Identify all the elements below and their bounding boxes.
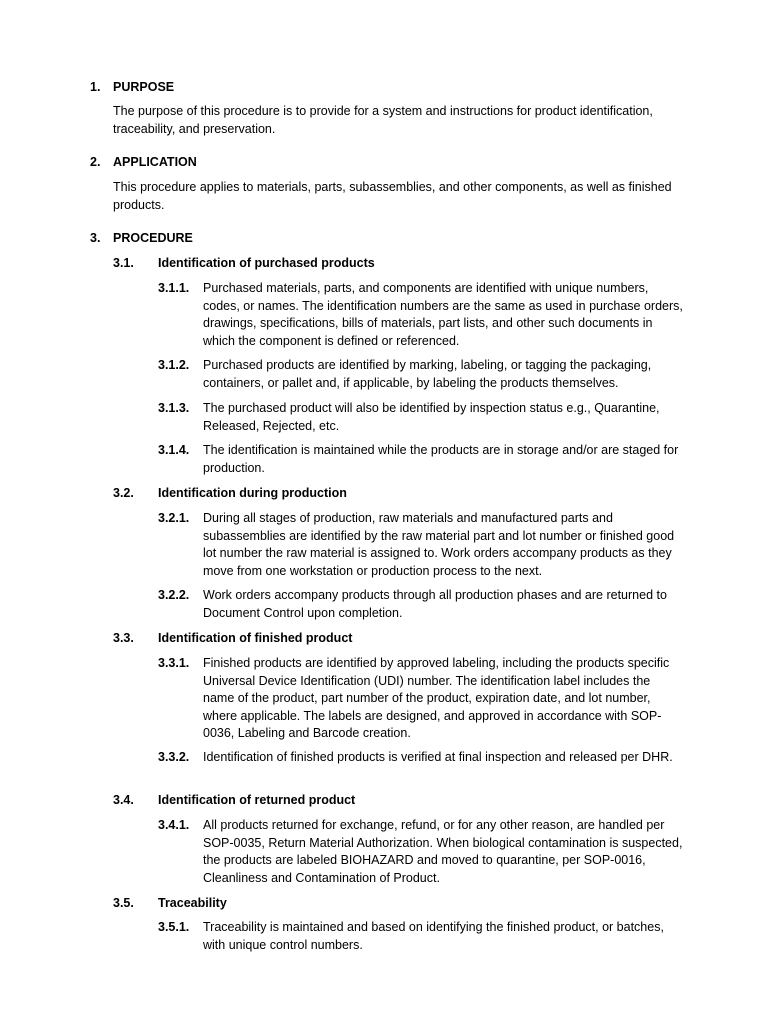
item-text: Purchased materials, parts, and components are identified with unique numbers, codes, or names. The identification numbers are the same as used in purchase orders, drawings, specifications, bills of materials, part lists, and other such documents in which the component is defined or referenced. (203, 281, 683, 348)
item-text: The purchased product will also be identified by inspection status e.g., Quarantine, Released, Rejected, etc. (203, 401, 660, 433)
item-text: Identification of finished products is verified at final inspection and released per DHR. (203, 750, 673, 764)
item-number: 3.2.1. (158, 511, 190, 525)
item-text: Traceability is maintained and based on identifying the finished product, or batches, with unique control numbers. (203, 920, 664, 952)
list-item (158, 280, 683, 350)
section-title: APPLICATION (113, 155, 197, 169)
subsection-title: Identification of finished product (158, 631, 353, 645)
item-number: 3.5.1. (158, 920, 190, 934)
list-item (158, 587, 683, 622)
section-title: PURPOSE (113, 80, 175, 94)
subsection-title: Identification of purchased products (158, 256, 375, 270)
item-number: 3.4.1. (158, 818, 190, 832)
subsection-heading (113, 255, 693, 273)
item-text: Finished products are identified by approved labeling, including the products specific Universal Device Identification (UDI) number. The identification label includes the name of the product, part number of the product, expiration date, and lot number, where applicable. The labels are designed, and approved in accordance with SOP-0036, Labeling and Barcode creation. (203, 656, 670, 741)
section-body-application: This procedure applies to materials, parts, subassemblies, and other components, as well as finished products. (113, 180, 672, 212)
list-item (158, 749, 683, 767)
subsection-number: 3.4. (113, 793, 134, 807)
list-item (158, 442, 683, 477)
subsection-number: 3.1. (113, 256, 134, 270)
item-number: 3.3.2. (158, 750, 190, 764)
item-number: 3.1.4. (158, 443, 190, 457)
item-number: 3.3.1. (158, 656, 190, 670)
list-item (158, 357, 683, 392)
item-number: 3.2.2. (158, 588, 190, 602)
subsection-title: Identification during production (158, 486, 347, 500)
subsection-number: 3.5. (113, 896, 134, 910)
section-heading-procedure (90, 230, 690, 248)
list-item (158, 655, 683, 743)
item-text: The identification is maintained while the products are in storage and/or are staged for production. (203, 443, 679, 475)
item-text: Work orders accompany products through all production phases and are returned to Document Control upon completion. (203, 588, 667, 620)
subsection-number: 3.2. (113, 486, 134, 500)
subsection-heading (113, 792, 693, 810)
item-number: 3.1.3. (158, 401, 190, 415)
list-item (158, 400, 683, 435)
subsection-title: Identification of returned product (158, 793, 356, 807)
item-text: Purchased products are identified by marking, labeling, or tagging the packaging, containers, or pallet and, if applicable, by labeling the products themselves. (203, 358, 652, 390)
subsection-title: Traceability (158, 896, 227, 910)
item-text: During all stages of production, raw materials and manufactured parts and subassemblies are identified by the raw material part and lot number or finished good lot number the raw material is assigned to. Work orders accompany products as they move from one workstation or production process to the next. (203, 511, 675, 578)
section-number: 1. (90, 80, 101, 94)
subsection-heading (113, 630, 693, 648)
subsection-heading (113, 895, 693, 913)
section-heading-application (90, 154, 690, 172)
item-number: 3.1.1. (158, 281, 190, 295)
section-title: PROCEDURE (113, 231, 193, 245)
list-item (158, 817, 683, 887)
section-number: 2. (90, 155, 101, 169)
list-item (158, 510, 683, 580)
section-number: 3. (90, 231, 101, 245)
section-body-purpose: The purpose of this procedure is to provide for a system and instructions for product identification, traceability, and preservation. (113, 104, 653, 136)
item-text: All products returned for exchange, refund, or for any other reason, are handled per SOP-0035, Return Material Authorization. When biological contamination is suspected, the products are labeled BIOHAZARD and moved to quarantine, per SOP-0016, Cleanliness and Contamination of Product. (203, 818, 683, 885)
section-heading-purpose (90, 79, 690, 97)
subsection-heading (113, 485, 693, 503)
item-number: 3.1.2. (158, 358, 190, 372)
list-item (158, 919, 683, 954)
subsection-number: 3.3. (113, 631, 134, 645)
